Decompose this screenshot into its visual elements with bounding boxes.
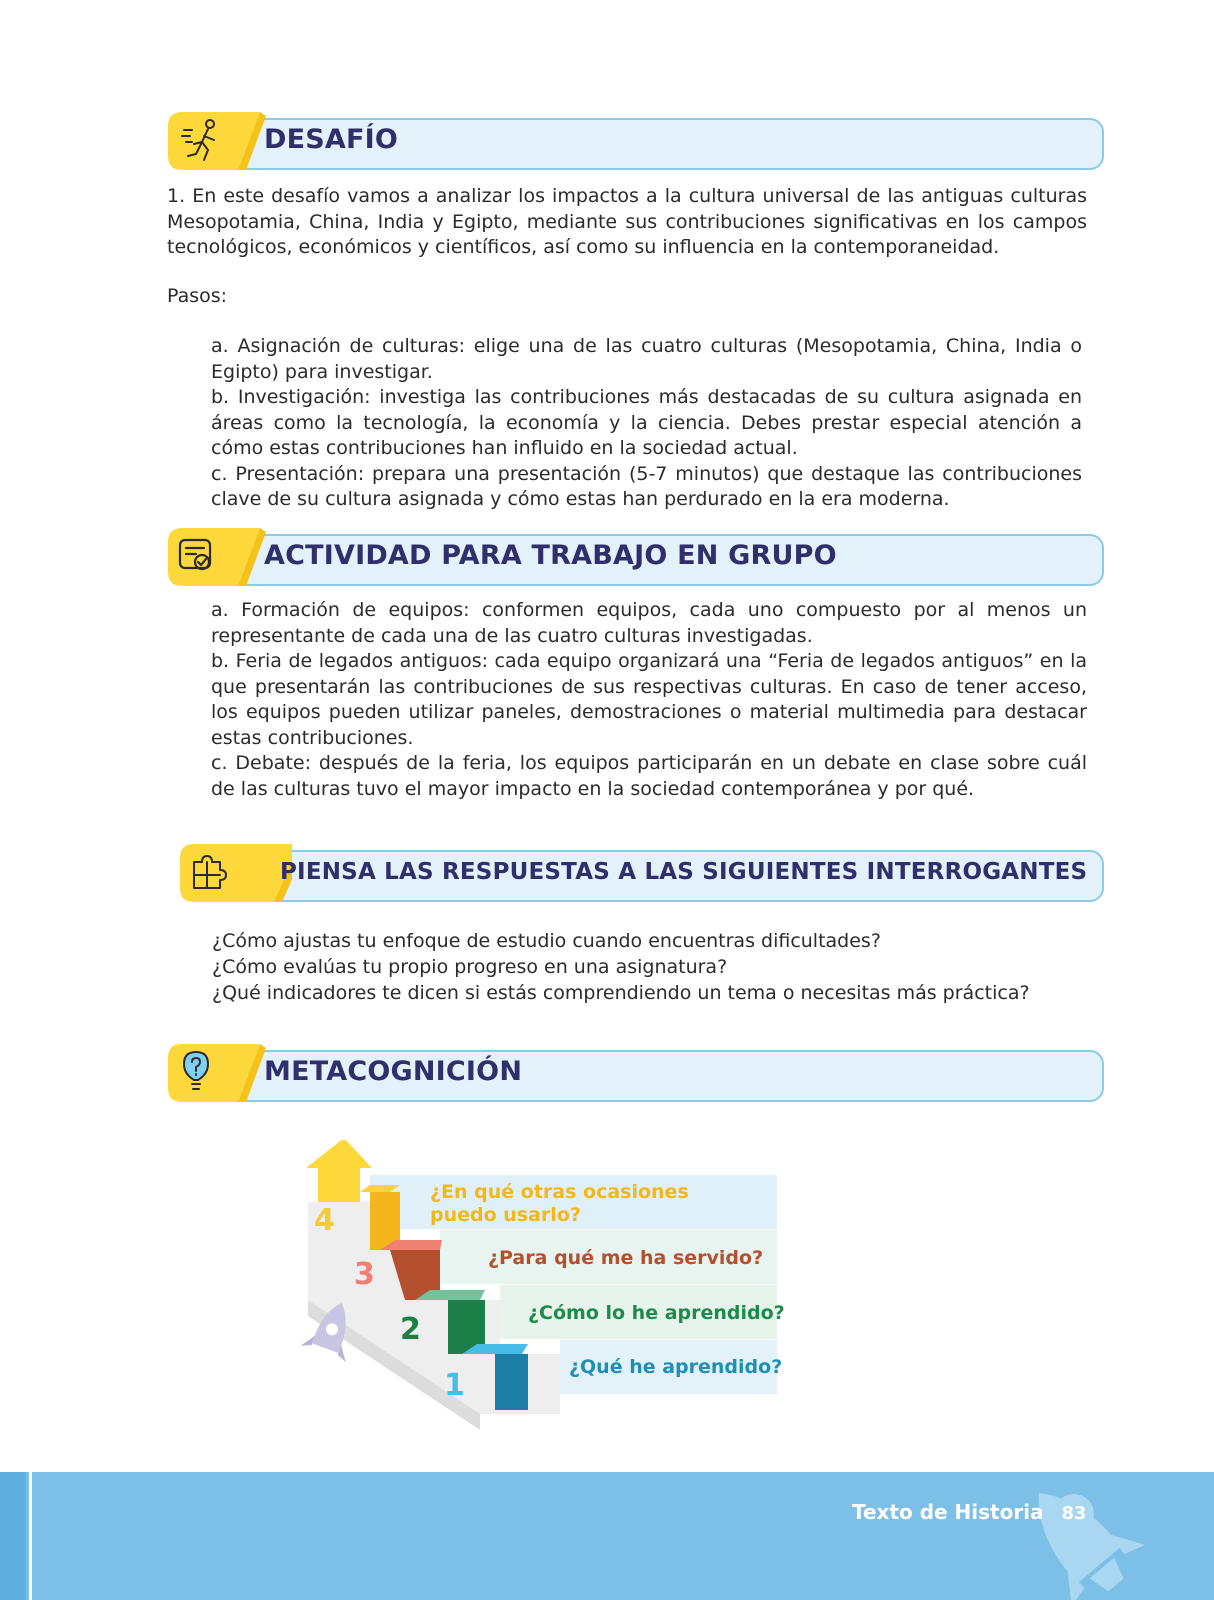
activity-item: a. Formación de equipos: conformen equipos, cada uno compuesto por al menos un representante de cada una de las cuatro culturas investigadas. — [211, 599, 1087, 647]
footer-divider — [29, 1472, 32, 1600]
steps-label: Pasos: — [167, 285, 228, 307]
actividad-header — [168, 528, 1104, 586]
page-number: 83 — [1054, 1494, 1094, 1534]
arrow-up-icon — [306, 1140, 372, 1202]
step-number-1: 1 — [444, 1368, 465, 1403]
section-title: ACTIVIDAD PARA TRABAJO EN GRUPO — [264, 540, 837, 571]
step-item: b. Investigación: investiga las contribuciones más destacadas de su cultura asignada en áreas como la tecnología, la economía y la ciencia. Debes prestar especial atención a cómo estas contribuciones han influido en la sociedad actual. — [211, 386, 1082, 459]
desafio-steps — [211, 334, 1082, 513]
page-footer — [0, 1472, 1214, 1600]
step-question-2: ¿Cómo lo he aprendido? — [528, 1302, 785, 1324]
step-number-2: 2 — [400, 1312, 421, 1347]
question-item: ¿Qué indicadores te dicen si estás comprendiendo un tema o necesitas más práctica? — [212, 982, 1030, 1004]
step-item: a. Asignación de culturas: elige una de las cuatro culturas (Mesopotamia, China, India o Egipto) para investigar. — [211, 335, 1082, 383]
step-number-3: 3 — [354, 1257, 375, 1292]
desafio-intro — [167, 184, 1087, 261]
puzzle-icon — [168, 844, 292, 904]
metacognicion-header — [168, 1044, 1104, 1102]
section-title: METACOGNICIÓN — [264, 1056, 523, 1087]
step-question-3: ¿Para qué me ha servido? — [488, 1247, 764, 1269]
desafio-header — [168, 112, 1104, 170]
section-title: PIENSA LAS RESPUESTAS A LAS SIGUIENTES INTERROGANTES — [280, 859, 1088, 885]
question-item: ¿Cómo ajustas tu enfoque de estudio cuando encuentras dificultades? — [212, 930, 881, 952]
step-question-1: ¿Qué he aprendido? — [569, 1356, 783, 1378]
activity-item: c. Debate: después de la feria, los equipos participarán en un debate en clase sobre cuál de las culturas tuvo el mayor impacto en la sociedad contemporánea y por qué. — [211, 752, 1087, 800]
piensa-header — [168, 844, 1104, 902]
lightbulb-icon — [168, 1044, 268, 1104]
footer-stripe — [0, 1472, 26, 1600]
question-item: ¿Cómo evalúas tu propio progreso en una asignatura? — [212, 956, 728, 978]
section-title: DESAFÍO — [264, 124, 399, 155]
checklist-icon — [168, 528, 268, 588]
step-number-4: 4 — [314, 1203, 335, 1238]
question-list — [212, 928, 1030, 1006]
step-question-4: ¿En qué otras ocasiones puedo usarlo? — [430, 1181, 689, 1226]
activity-item: b. Feria de legados antiguos: cada equipo organizará una “Feria de legados antiguos” en la que presentarán las contribuciones de sus respectivas culturas. En caso de tener acceso, los equipos pueden utilizar paneles, demostraciones o material multimedia para destacar estas contribuciones. — [211, 650, 1087, 749]
book-title: Texto de Historia — [852, 1500, 1044, 1524]
runner-icon — [168, 112, 268, 172]
step-item: c. Presentación: prepara una presentación (5-7 minutos) que destaque las contribuciones clave de su cultura asignada y cómo estas han perdurado en la era moderna. — [211, 462, 1082, 510]
rocket-watermark-icon — [1010, 1472, 1190, 1600]
intro-text: 1. En este desafío vamos a analizar los impactos a la cultura universal de las antiguas culturas Mesopotamia, China, India y Egipto, mediante sus contribuciones significativas en los campos tecnológicos, económicos y científicos, así como su influencia en la contemporaneidad. — [167, 185, 1087, 258]
actividad-items — [211, 598, 1087, 802]
